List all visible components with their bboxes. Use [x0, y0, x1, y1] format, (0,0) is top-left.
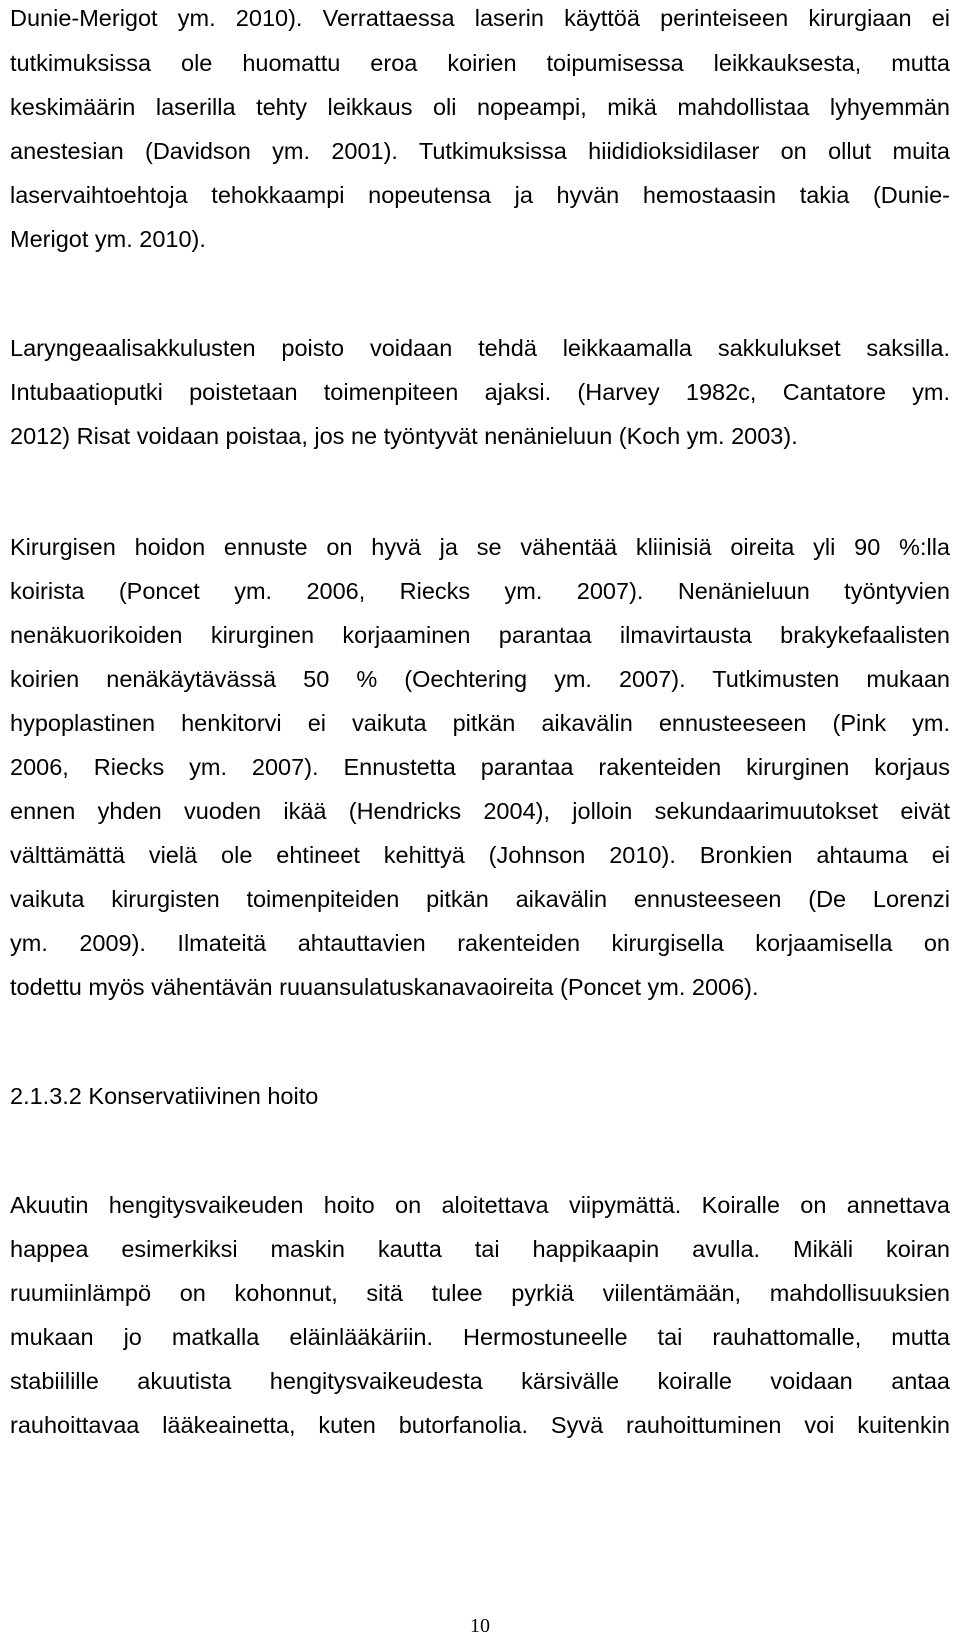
text-line: välttämättä vielä ole ehtineet kehittyä (Johnson 2010). Bronkien ahtauma ei: [10, 842, 950, 868]
text-line: hypoplastinen henkitorvi ei vaikuta pitkän aikavälin ennusteeseen (Pink ym.: [10, 710, 950, 736]
text-line: ennen yhden vuoden ikää (Hendricks 2004), jolloin sekundaarimuutokset eivät: [10, 798, 950, 824]
text-line: 2012) Risat voidaan poistaa, jos ne työntyvät nenänieluun (Koch ym. 2003).: [10, 423, 798, 449]
text-line: tutkimuksissa ole huomattu eroa koirien toipumisessa leikkauksesta, mutta: [10, 50, 950, 76]
text-line: 2006, Riecks ym. 2007). Ennustetta parantaa rakenteiden kirurginen korjaus: [10, 754, 950, 780]
text-line: todettu myös vähentävän ruuansulatuskanavaoireita (Poncet ym. 2006).: [10, 974, 759, 1000]
text-line: koirien nenäkäytävässä 50 % (Oechtering ym. 2007). Tutkimusten mukaan: [10, 666, 950, 692]
text-line: Kirurgisen hoidon ennuste on hyvä ja se vähentää kliinisiä oireita yli 90 %:lla: [10, 534, 950, 560]
text-line: Akuutin hengitysvaikeuden hoito on aloitettava viipymättä. Koiralle on annettava: [10, 1192, 950, 1218]
text-line: Laryngeaalisakkulusten poisto voidaan tehdä leikkaamalla sakkulukset saksilla.: [10, 335, 950, 361]
text-line: nenäkuorikoiden kirurginen korjaaminen parantaa ilmavirtausta brakykefaalisten: [10, 622, 950, 648]
text-line: mukaan jo matkalla eläinlääkäriin. Hermostuneelle tai rauhattomalle, mutta: [10, 1324, 950, 1350]
text-line: happea esimerkiksi maskin kautta tai happikaapin avulla. Mikäli koiran: [10, 1236, 950, 1262]
text-line: stabiilille akuutista hengitysvaikeudesta kärsivälle koiralle voidaan antaa: [10, 1368, 950, 1394]
text-line: rauhoittavaa lääkeainetta, kuten butorfanolia. Syvä rauhoittuminen voi kuitenkin: [10, 1412, 950, 1438]
text-line: vaikuta kirurgisten toimenpiteiden pitkän aikavälin ennusteeseen (De Lorenzi: [10, 886, 950, 912]
page-number: 10: [470, 1615, 490, 1637]
text-line: laservaihtoehtoja tehokkaampi nopeutensa ja hyvän hemostaasin takia (Dunie-: [10, 182, 950, 208]
text-line: ym. 2009). Ilmateitä ahtauttavien rakenteiden kirurgisella korjaamisella on: [10, 930, 950, 956]
text-line: koirista (Poncet ym. 2006, Riecks ym. 2007). Nenänieluun työntyvien: [10, 578, 950, 604]
text-line: Intubaatioputki poistetaan toimenpiteen ajaksi. (Harvey 1982c, Cantatore ym.: [10, 379, 950, 405]
text-line: anestesian (Davidson ym. 2001). Tutkimuksissa hiididioksidilaser on ollut muita: [10, 138, 950, 164]
text-line: keskimäärin laserilla tehty leikkaus oli nopeampi, mikä mahdollistaa lyhyemmän: [10, 94, 950, 120]
text-line: Dunie-Merigot ym. 2010). Verrattaessa laserin käyttöä perinteiseen kirurgiaan ei: [10, 5, 950, 31]
text-line: ruumiinlämpö on kohonnut, sitä tulee pyrkiä viilentämään, mahdollisuuksien: [10, 1280, 950, 1306]
text-line: Merigot ym. 2010).: [10, 226, 206, 252]
section-heading: 2.1.3.2 Konservatiivinen hoito: [10, 1083, 319, 1109]
